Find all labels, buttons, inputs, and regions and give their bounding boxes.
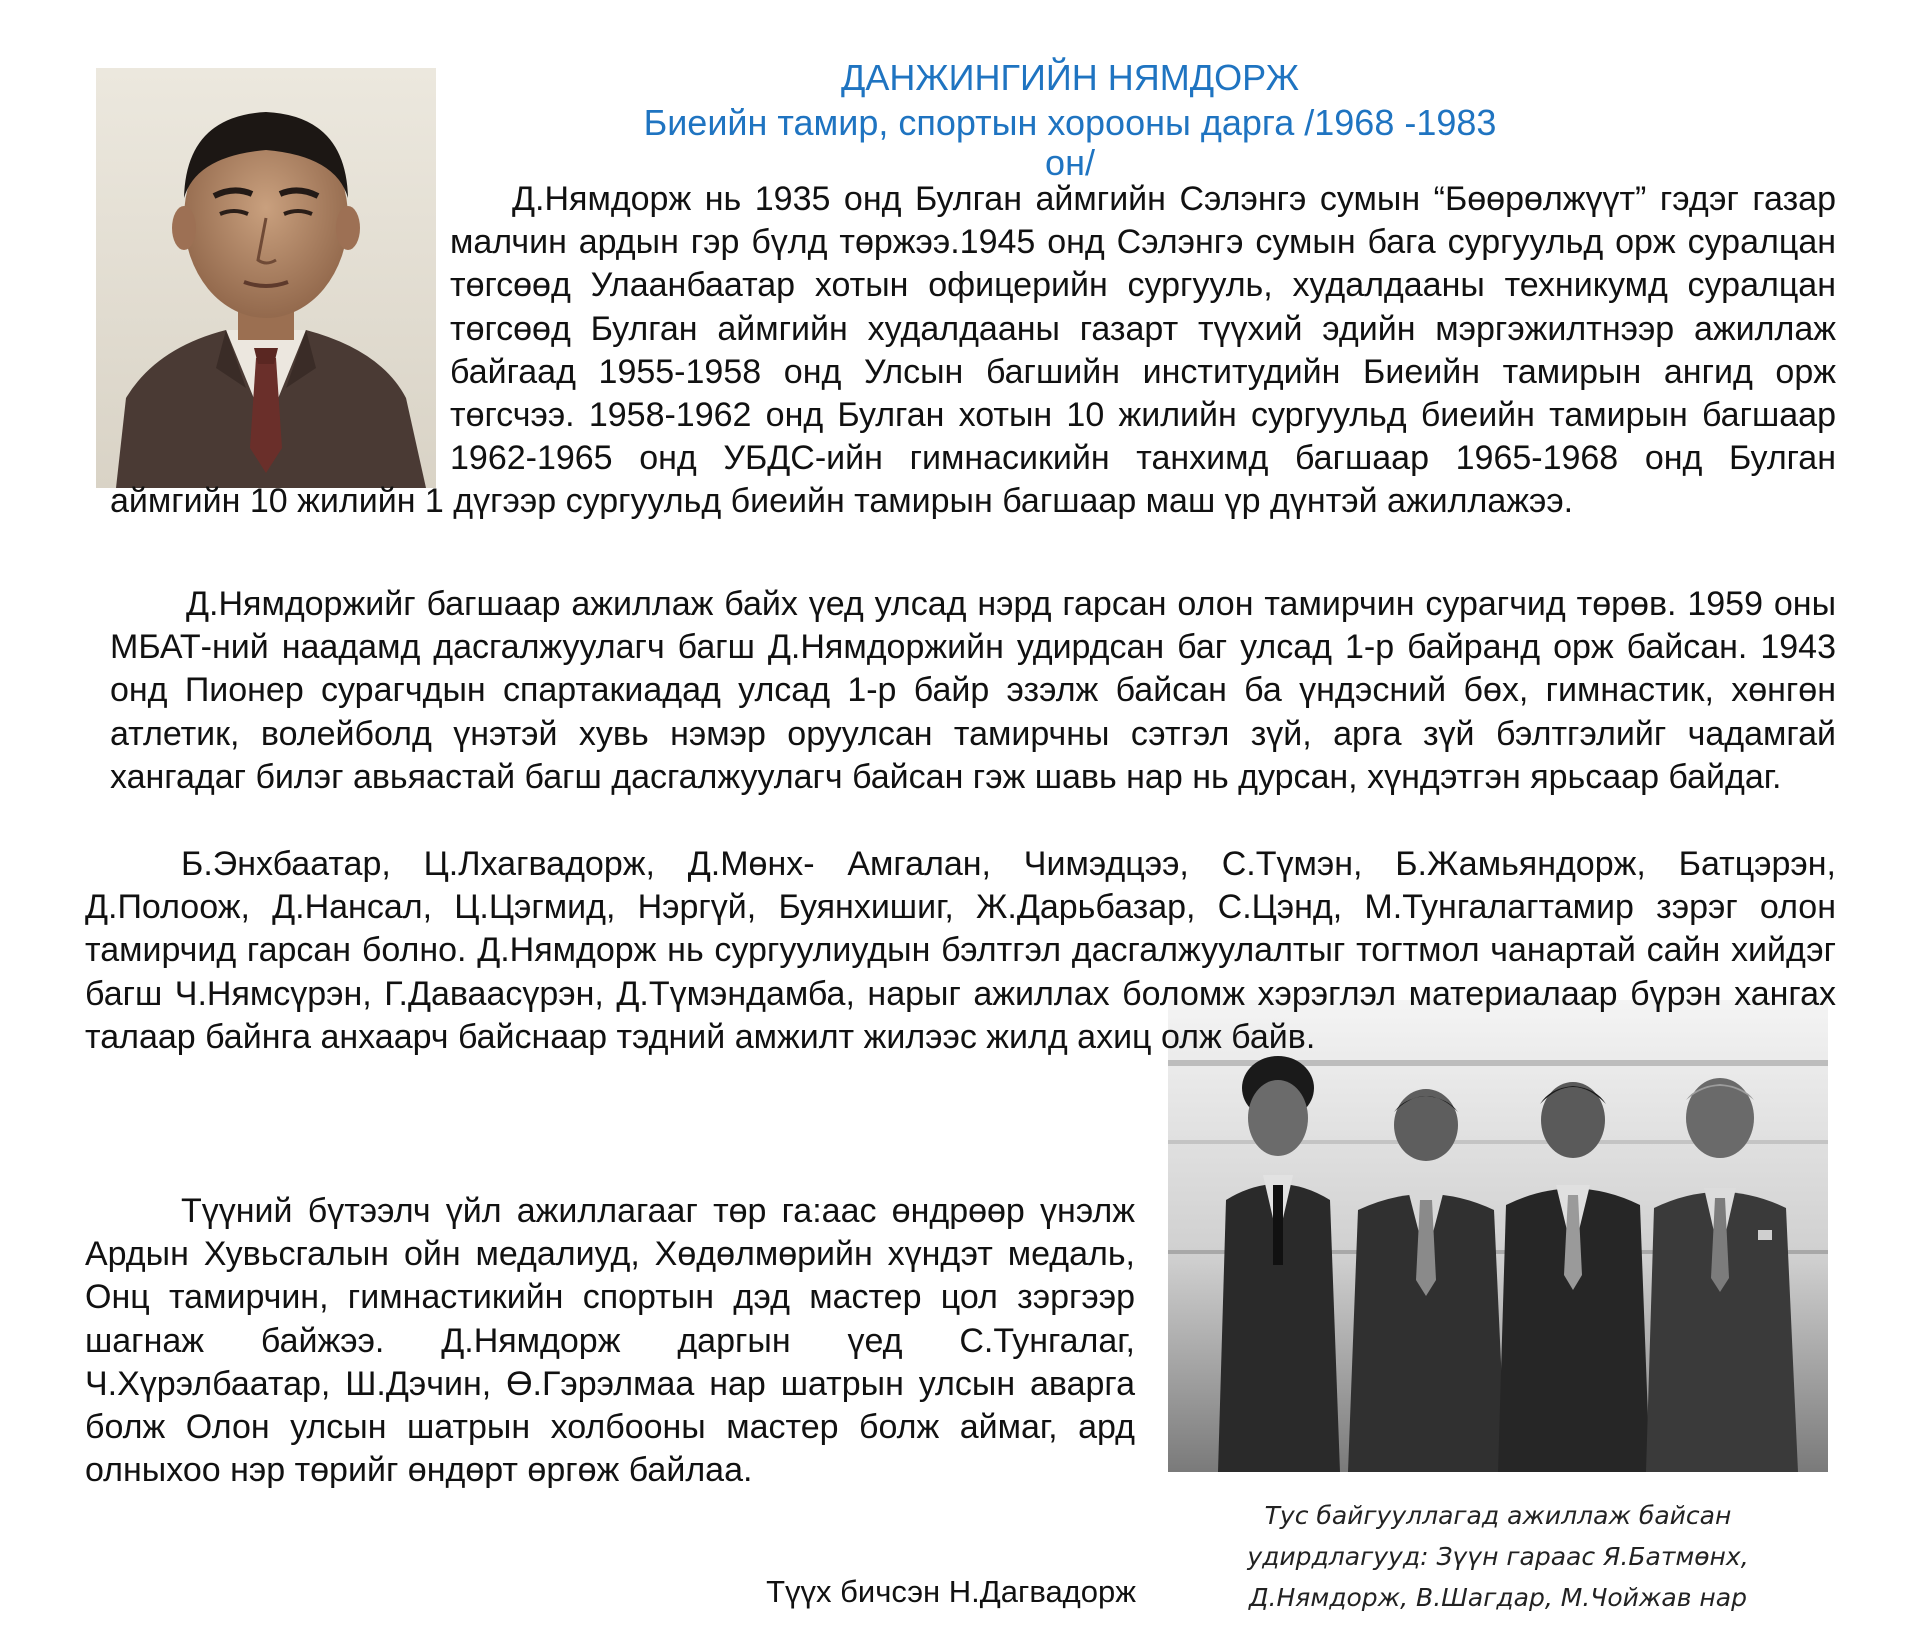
caption-line-1: Тус байгууллагад ажиллаж байсан [1264,1501,1732,1530]
bio-paragraph-3 [85,843,1836,1059]
caption-line-3: Д.Нямдорж, В.Шагдар, М.Чойжав нар [1249,1583,1747,1612]
group-photo [1168,1000,1828,1472]
bio-paragraph-3-text: Б.Энхбаатар, Ц.Лхагвадорж, Д.Мөнх- Амгалан, Чимэдцээ, С.Түмэн, Б.Жамьяндорж, Батцэрэн, Д.Полоож, Д.Нансал, Ц.Цэгмид, Нэргүй, Буянхишиг, Ж.Дарьбазар, С.Цэнд, М.Тунгалагтамир зэрэг олон тамирчид гарсан болно. Д.Нямдорж нь сургуулиудын бэлтгэл дасгалжуулалтыг тогтмол чанартай сайн хийдэг багш Ч.Нямсүрэн, Г.Даваасүрэн, Д.Түмэндамба, нарыг ажиллах боломж хэрэглэл материалаар бүрэн хангах талаар байнга анхаарч байснаар тэдний амжилт жилээс жилд ахиц олж байв. [85,845,1836,1056]
bio-paragraph-2: Д.Нямдоржийг багшаар ажиллаж байх үед улсад нэрд гарсан олон тамирчин сурагчид төрөв. 1959 оны МБАТ-ний наадамд дасгалжуулагч багш Д.Нямдоржийн удирдсан баг улсад 1-р байранд орж байсан. 1943 онд Пионер сурагчдын спартакиадад улсад 1-р байр эзэлж байсан ба үндэсний бөх, гимнастик, хөнгөн атлетик, волейболд үнэтэй хувь нэмэр оруулсан тамирчны сэтгэл зүй, арга зүй бэлтгэлийг чадамгай хангадаг билэг авьяастай багш дасгалжуулагч байсан гэж шавь нар нь дурсан, хүндэтгэн ярьсаар байдаг. [110,585,1836,796]
portrait-text-wrap [110,178,450,478]
photo-caption [1168,1495,1828,1618]
author-credit: Түүх бичсэн Н.Дагвадорж [766,1574,1136,1609]
bio-paragraph-4: Түүний бүтээлч үйл ажиллагааг төр га:аас өндрөөр үнэлж Ардын Хувьсгалын ойн медалиуд, Хөдөлмөрийн хүндэт медаль, Онц тамирчин, гимнастикийн спортын дэд мастер цол зэргээр шагнаж байжээ. Д.Нямдорж даргын үед С.Тунгалаг, Ч.Хүрэлбаатар, Ш.Дэчин, Ө.Гэрэлмаа нар шатрын улсын аварга болж Олон улсын шатрын холбооны мастер болж аймаг, ард олныхоо нэр төрийг өндөрт өргөж байлаа. [85,1192,1135,1490]
bio-paragraph-1 [110,178,1836,524]
page-title: ДАНЖИНГИЙН НЯМДОРЖ [841,57,1299,98]
bio-paragraph-1-text: Д.Нямдорж нь 1935 онд Булган аймгийн Сэлэнгэ сумын “Бөөрөлжүүт” гэдэг газар малчин ардын гэр бүлд төржээ.1945 онд Сэлэнгэ сумын бага сургуульд орж суралцан төгсөөд Улаанбаатар хотын офицерийн сургууль, худалдааны техникумд суралцан төгсөөд Булган аймгийн худалдааны газарт түүхий эдийн мэргэжилтнээр ажиллаж байгаад 1955-1958 онд Улсын багшийн институдийн Биеийн тамирын ангид орж төгсчээ. 1958-1962 онд Булган хотын 10 жилийн сургуульд биеийн тамирын багшаар 1962-1965 онд УБДС-ийн гимнасикийн танхимд багшаар 1965-1968 онд Булган аймгийн 10 жилийн 1 дүгээр сургуульд биеийн тамирын багшаар маш үр дүнтэй ажиллажээ. [110,180,1836,521]
group-illustration [1168,1000,1828,1472]
caption-line-2: удирдлагууд: Зүүн гараас Я.Батмөнх, [1247,1542,1749,1571]
page-subtitle: Биеийн тамир, спортын хорооны дарга /1968 -1983 он/ [643,102,1497,183]
